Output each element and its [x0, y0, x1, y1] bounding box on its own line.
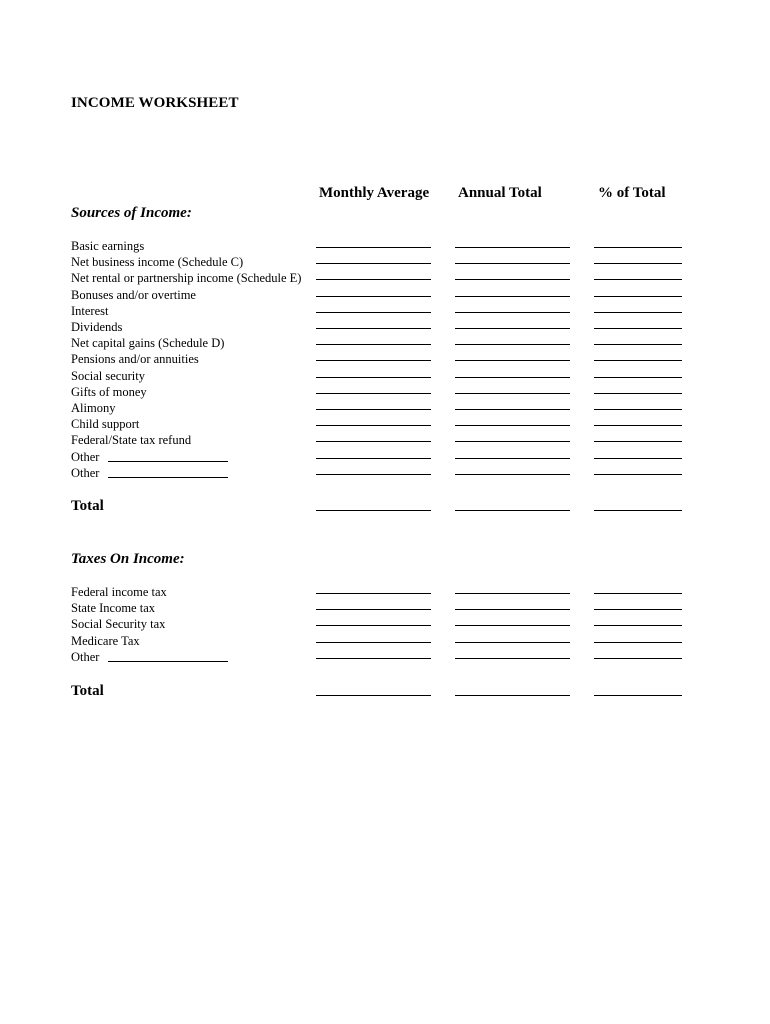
income-row [71, 384, 691, 400]
taxes-annual-field[interactable] [455, 658, 570, 659]
income-percent-field[interactable] [594, 458, 682, 459]
taxes-other-specify-field[interactable] [108, 650, 228, 662]
income-monthly-field[interactable] [316, 247, 431, 248]
income-row-label: Social security [71, 368, 145, 383]
taxes-percent-field[interactable] [594, 658, 682, 659]
income-monthly-field[interactable] [316, 441, 431, 442]
income-row [71, 270, 691, 286]
income-annual-field[interactable] [455, 377, 570, 378]
income-row-label: Interest [71, 303, 109, 318]
taxes-row-label: Medicare Tax [71, 633, 140, 648]
income-annual-field[interactable] [455, 296, 570, 297]
taxes-row-label: Other [71, 649, 100, 664]
taxes-total-annual-field[interactable] [455, 695, 570, 696]
income-row [71, 303, 691, 319]
taxes-total-label: Total [71, 683, 104, 699]
income-annual-field[interactable] [455, 409, 570, 410]
taxes-row-label: Federal income tax [71, 585, 167, 599]
taxes-row [71, 633, 691, 649]
income-annual-field[interactable] [455, 328, 570, 329]
income-monthly-field[interactable] [316, 312, 431, 313]
income-row [71, 449, 691, 465]
income-percent-field[interactable] [594, 279, 682, 280]
income-total-label: Total [71, 498, 104, 514]
taxes-total-monthly-field[interactable] [316, 695, 431, 696]
income-row-label: Basic earnings [71, 239, 145, 253]
taxes-monthly-field[interactable] [316, 658, 431, 659]
income-annual-field[interactable] [455, 425, 570, 426]
income-other-specify-field[interactable] [108, 466, 228, 478]
income-row-label: Alimony [71, 401, 116, 415]
taxes-annual-field[interactable] [455, 593, 570, 594]
income-annual-field[interactable] [455, 344, 570, 345]
income-row [71, 400, 691, 416]
income-percent-field[interactable] [594, 360, 682, 361]
income-annual-field[interactable] [455, 474, 570, 475]
income-monthly-field[interactable] [316, 377, 431, 378]
income-total-annual-field[interactable] [455, 510, 570, 511]
income-percent-field[interactable] [594, 474, 682, 475]
income-annual-field[interactable] [455, 393, 570, 394]
income-percent-field[interactable] [594, 425, 682, 426]
income-monthly-field[interactable] [316, 328, 431, 329]
income-monthly-field[interactable] [316, 296, 431, 297]
income-percent-field[interactable] [594, 441, 682, 442]
income-monthly-field[interactable] [316, 474, 431, 475]
income-row-label: Pensions and/or annuities [71, 352, 199, 367]
taxes-row [71, 616, 691, 632]
income-monthly-field[interactable] [316, 279, 431, 280]
income-row [71, 254, 691, 270]
taxes-annual-field[interactable] [455, 625, 570, 626]
income-monthly-field[interactable] [316, 393, 431, 394]
taxes-monthly-field[interactable] [316, 609, 431, 610]
section-title-sources-of-income: Sources of Income: [71, 205, 192, 221]
taxes-total-percent-field[interactable] [594, 695, 682, 696]
income-annual-field[interactable] [455, 263, 570, 264]
taxes-monthly-field[interactable] [316, 593, 431, 594]
income-row-label: Dividends [71, 320, 123, 334]
taxes-row [71, 584, 691, 600]
income-total-monthly-field[interactable] [316, 510, 431, 511]
income-other-specify-field[interactable] [108, 450, 228, 462]
income-row [71, 287, 691, 303]
income-monthly-field[interactable] [316, 344, 431, 345]
income-row [71, 368, 691, 384]
taxes-percent-field[interactable] [594, 609, 682, 610]
income-row [71, 335, 691, 351]
income-row [71, 238, 691, 254]
taxes-percent-field[interactable] [594, 642, 682, 643]
income-percent-field[interactable] [594, 409, 682, 410]
income-row-label: Federal/State tax refund [71, 433, 192, 448]
column-header-percent-of-total: % of Total [598, 185, 666, 201]
income-monthly-field[interactable] [316, 458, 431, 459]
taxes-annual-field[interactable] [455, 642, 570, 643]
taxes-percent-field[interactable] [594, 593, 682, 594]
income-annual-field[interactable] [455, 441, 570, 442]
column-header-annual-total: Annual Total [458, 185, 542, 201]
taxes-row [71, 600, 691, 616]
taxes-row-label: State Income tax [71, 601, 155, 616]
income-row-label: Child support [71, 417, 140, 432]
income-monthly-field[interactable] [316, 263, 431, 264]
income-row [71, 351, 691, 367]
page-title: INCOME WORKSHEET [71, 95, 239, 111]
income-row-label: Bonuses and/or overtime [71, 287, 196, 302]
taxes-percent-field[interactable] [594, 625, 682, 626]
income-annual-field[interactable] [455, 279, 570, 280]
income-monthly-field[interactable] [316, 360, 431, 361]
income-percent-field[interactable] [594, 377, 682, 378]
income-percent-field[interactable] [594, 312, 682, 313]
income-percent-field[interactable] [594, 247, 682, 248]
income-total-row [71, 498, 691, 514]
taxes-monthly-field[interactable] [316, 642, 431, 643]
income-row [71, 432, 691, 448]
taxes-row [71, 649, 691, 665]
income-row-label: Other [71, 449, 100, 464]
income-percent-field[interactable] [594, 328, 682, 329]
taxes-annual-field[interactable] [455, 609, 570, 610]
income-row-label: Gifts of money [71, 384, 147, 399]
income-percent-field[interactable] [594, 393, 682, 394]
income-row [71, 319, 691, 335]
income-row [71, 465, 691, 481]
taxes-row-label: Social Security tax [71, 617, 166, 632]
income-monthly-field[interactable] [316, 409, 431, 410]
income-monthly-field[interactable] [316, 425, 431, 426]
income-row-label: Net business income (Schedule C) [71, 255, 244, 270]
income-percent-field[interactable] [594, 344, 682, 345]
income-percent-field[interactable] [594, 263, 682, 264]
income-row [71, 416, 691, 432]
income-row-label: Net capital gains (Schedule D) [71, 336, 225, 351]
taxes-monthly-field[interactable] [316, 625, 431, 626]
income-annual-field[interactable] [455, 458, 570, 459]
income-total-percent-field[interactable] [594, 510, 682, 511]
taxes-total-row [71, 683, 691, 699]
income-annual-field[interactable] [455, 360, 570, 361]
income-row-label: Other [71, 465, 100, 480]
income-row-label: Net rental or partnership income (Schedule E) [71, 271, 302, 286]
income-annual-field[interactable] [455, 247, 570, 248]
section-title-taxes-on-income: Taxes On Income: [71, 551, 185, 567]
income-percent-field[interactable] [594, 296, 682, 297]
income-annual-field[interactable] [455, 312, 570, 313]
column-header-monthly-average: Monthly Average [319, 185, 430, 201]
